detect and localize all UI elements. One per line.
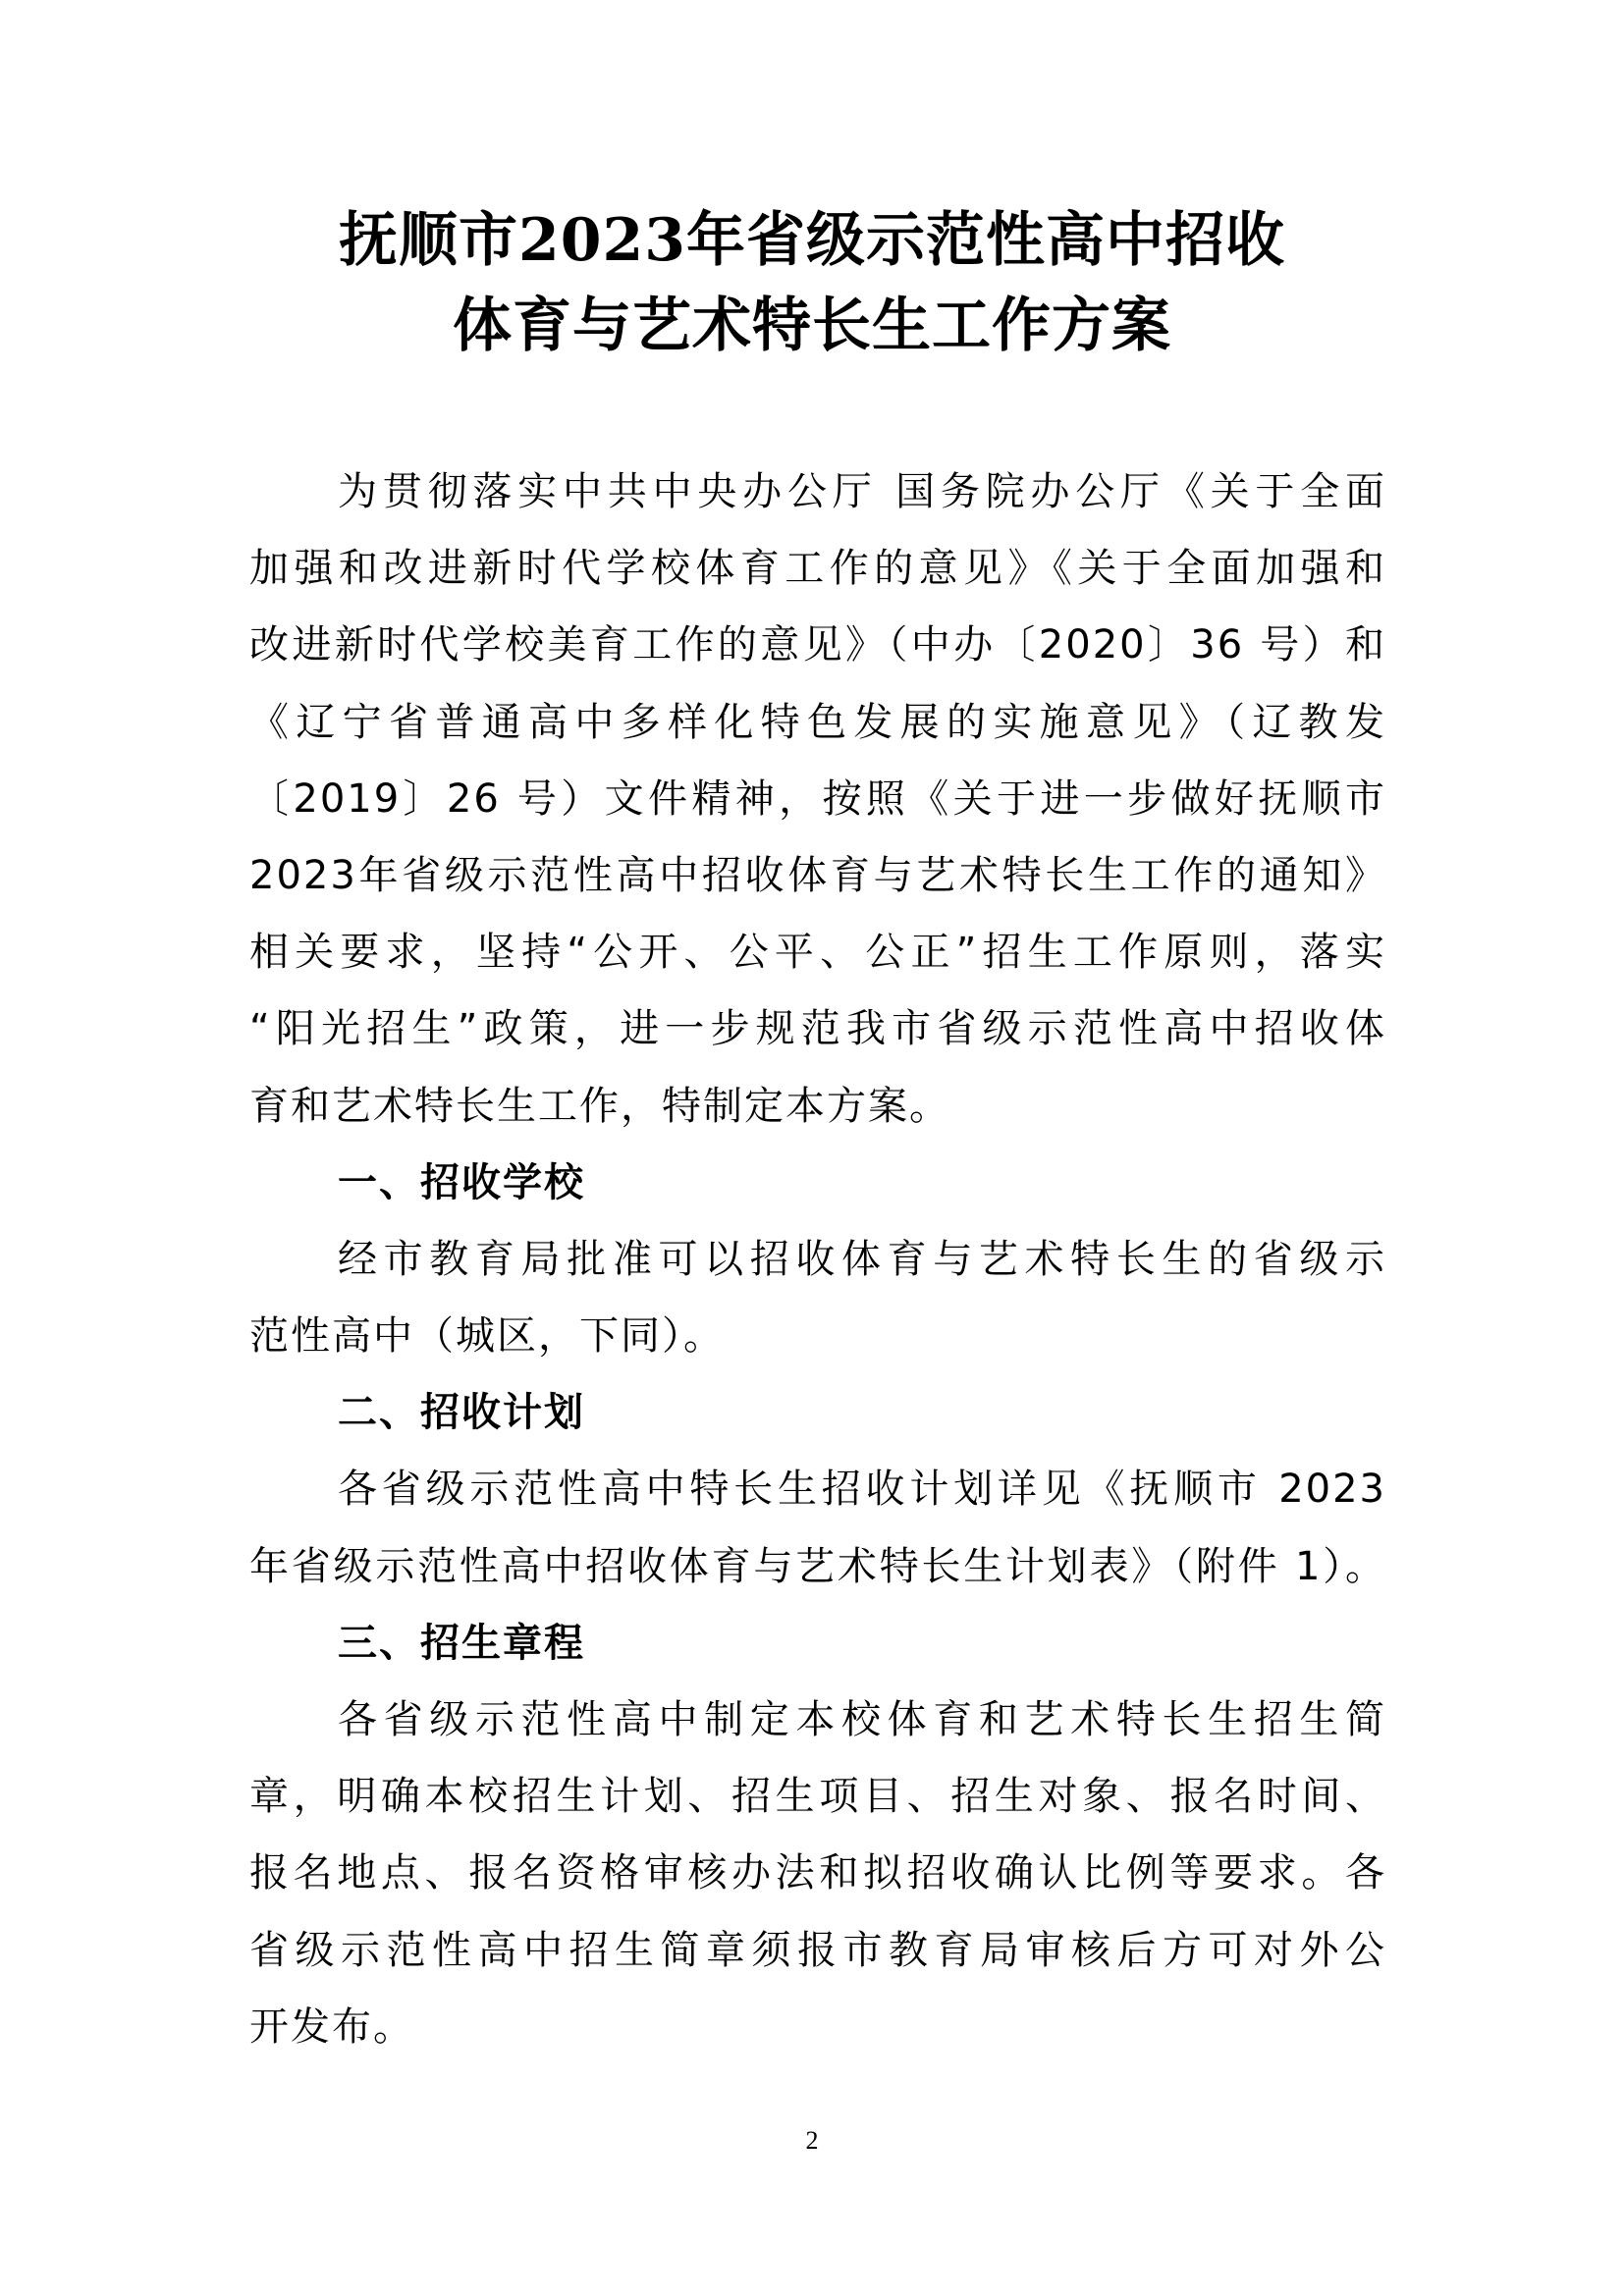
paragraph-line: 相关要求，坚持“公开、公平、公正”招生工作原则，落实 [249, 930, 1386, 976]
paragraph-line: 年省级示范性高中招收体育与艺术特长生计划表》（附件 1）。 [249, 1543, 1386, 1589]
section-heading: 一、招收学校 [338, 1159, 585, 1205]
paragraph-line: “阳光招生”政策，进一步规范我市省级示范性高中招收体 [249, 1006, 1386, 1052]
paragraph-line: 范性高中（城区，下同）。 [249, 1313, 725, 1360]
paragraph-line: 为贯彻落实中共中央办公厅 国务院办公厅《关于全面 [338, 469, 1386, 514]
paragraph-line: 〔2019〕26 号）文件精神，按照《关于进一步做好抚顺市 [249, 775, 1386, 822]
paragraph-line: 开发布。 [249, 2003, 414, 2050]
paragraph-line: 报名地点、报名资格审核办法和拟招收确认比例等要求。各 [249, 1850, 1386, 1896]
page-number: 2 [805, 2126, 819, 2155]
paragraph-line: 《辽宁省普通高中多样化特色发展的实施意见》（辽教发 [249, 699, 1386, 745]
paragraph-line: 各省级示范性高中特长生招收计划详见《抚顺市 2023 [338, 1467, 1386, 1513]
document-title-line-1: 抚顺市2023年省级示范性高中招收 [339, 206, 1285, 275]
paragraph-line: 省级示范性高中招生简章须报市教育局审核后方可对外公 [249, 1927, 1386, 1973]
paragraph-line: 章，明确本校招生计划、招生项目、招生对象、报名时间、 [249, 1774, 1386, 1820]
section-heading: 二、招收计划 [338, 1390, 585, 1436]
paragraph-line: 经市教育局批准可以招收体育与艺术特长生的省级示 [338, 1236, 1386, 1282]
paragraph-line: 各省级示范性高中制定本校体育和艺术特长生招生简 [338, 1697, 1386, 1742]
section-heading: 三、招生章程 [338, 1620, 585, 1666]
paragraph-line: 加强和改进新时代学校体育工作的意见》《关于全面加强和 [249, 546, 1386, 592]
paragraph-line: 育和艺术特长生工作，特制定本方案。 [249, 1083, 950, 1129]
document-title-line-2: 体育与艺术特长生工作方案 [453, 292, 1171, 360]
document-body [249, 454, 1386, 2065]
paragraph-line: 改进新时代学校美育工作的意见》（中办〔2020〕36 号）和 [249, 622, 1386, 668]
paragraph-line: 2023年省级示范性高中招收体育与艺术特长生工作的通知》 [249, 852, 1386, 898]
